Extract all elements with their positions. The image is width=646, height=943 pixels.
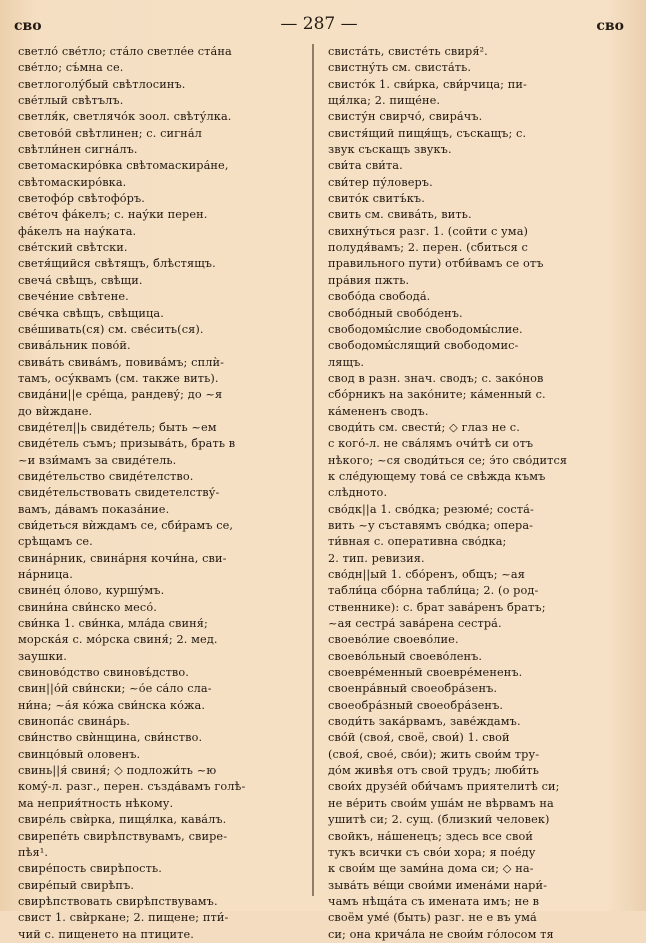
dictionary-entry-line: своди́ть зака́рвамъ, заве́ждамъ. [328,715,521,729]
dictionary-entry-line: свиде́тел||ь свиде́тель; быть ~ем [18,420,217,434]
dictionary-entry-line: своенра́вный своеобра́зенъ. [328,682,498,696]
dictionary-entry-line: свободомы́слящий свободомис- [328,339,519,353]
dictionary-entry-line: кому́-л. разг., перен. създа́вамъ голѣ- [18,780,246,794]
dictionary-entry-line: светомаскиро́вка свѣтомаскира́не, [18,159,229,173]
dictionary-entry-line: сво́й (своя́, своё, свои́) 1. свой [328,731,510,745]
dictionary-entry-line: не ве́рить свои́м уша́м не вѣрвамъ на [328,796,554,810]
dictionary-entry-line: свисто́к 1. сви́рка, сви́рчица; пи- [328,77,527,91]
dictionary-entry-line: сви́нство свѝнщина, сви́нство. [18,731,203,745]
dictionary-entry-line: свиде́тельство свиде́телство. [18,469,194,483]
dictionary-entry-line: до вѝждане. [18,404,93,418]
dictionary-entry-line: све́чка свѣщъ, свѣщица. [18,306,164,320]
right-column [328,44,630,943]
dictionary-entry-line: све́тский свѣтски. [18,241,128,255]
dictionary-entry-line: ~ая сестра́ зава́рена сестра́. [328,617,502,631]
dictionary-entry-line: свини́на сви́нско месо́. [18,600,157,614]
dictionary-entry-line: си; она крича́ла не свои́м го́лосом тя [328,927,554,941]
dictionary-entry-line: свирѣпствовать свирѣпствувамъ. [18,894,218,908]
dictionary-entry-line: свина́рник, свина́рня кочи́на, сви- [18,551,227,565]
column-divider [312,44,314,896]
dictionary-entry-line: светофо́р свѣтофо́ръ. [18,192,145,206]
dictionary-entry-line: своём уме́ (быть) разг. не е въ ума́ [328,911,537,925]
dictionary-entry-line: своевре́менный своевре́мененъ. [328,666,523,680]
dictionary-entry-line: све́тлый свѣтълъ. [18,94,124,108]
dictionary-entry-line: зыва́ть ве́щи свои́ми имена́ми нари́- [328,878,548,892]
dictionary-entry-line: свито́к свитъ́къ. [328,192,425,206]
dictionary-entry-line: све́точ фа́келъ; с. нау́ки перен. [18,208,208,222]
dictionary-entry-line: на́рница. [18,568,73,581]
dictionary-entry-line: свить см. свива́ть, вить. [328,208,472,222]
dictionary-entry-line: светлоголу́бый свѣтлосинъ. [18,77,186,91]
dictionary-entry-line: лящъ. [328,355,365,369]
dictionary-entry-line: полудя́вамъ; 2. перен. (сбиться с [328,241,528,255]
dictionary-entry-line: свистну́ть см. свиста́ть. [328,61,472,75]
dictionary-entry-line: чий с. пищенето на птиците. [18,927,194,941]
dictionary-entry-line: свиста́ть, свисте́ть свиря́². [328,45,488,58]
dictionary-entry-line: сбо́рникъ на зако́ните; ка́менный с. [328,388,546,402]
dictionary-entry-line: своди́ть см. свести́; ◇ глаз не с. [328,420,520,434]
dictionary-entry-line: звук съскащъ звукъ. [328,143,452,157]
dictionary-entry-line: сви́тер пу́ловеръ. [328,175,433,189]
dictionary-entry-line: свирепе́ть свирѣпствувамъ, свире- [18,829,228,843]
dictionary-entry-line: своево́льный своево́ленъ. [328,649,483,663]
dictionary-entry-line: чамъ нѣща́та съ имената имъ; не в [328,894,540,908]
dictionary-entry-line: свисту́н свирчо́, свира́чъ. [328,110,483,124]
dictionary-entry-line: свод в разн. знач. сводъ; с. зако́нов [328,371,544,385]
dictionary-entry-line: табли́ца сбо́рна табли́ца; 2. (о род- [328,584,539,598]
dictionary-entry-line: светя́щийся свѣтящъ, блѣстящъ. [18,257,216,271]
dictionary-entry-line: свире́пость свирѣпость. [18,862,162,876]
dictionary-entry-line: свиде́тельствовать свидетелству́- [18,486,220,500]
dictionary-entry-line: свива́льник пово́й. [18,339,131,353]
dictionary-entry-line: вамъ, да́вамъ показа́ние. [18,502,170,516]
left-column [18,44,304,943]
dictionary-entry-line: пѣя¹. [18,845,49,859]
dictionary-entry-line: с кого́-л. не сва́лямъ очи́тѣ си отъ [328,437,534,451]
dictionary-entry-line: сво́дк||а 1. сво́дка; резюме́; соста́- [328,502,534,516]
dictionary-entry-line: сви́нка 1. сви́нка, мла́да свиня́; [18,617,208,631]
dictionary-entry-line: светля́к, светлячо́к зоол. свѣту́лка. [18,110,232,124]
dictionary-entry-line: свистя́щий пищя́щъ, съскащъ; с. [328,126,527,140]
dictionary-entry-line: свинопа́с свина́рь. [18,715,130,729]
dictionary-entry-line: свои́х друзе́й оби́чамъ приятелитѣ си; [328,780,560,794]
page-number: — 287 — [280,14,358,34]
dictionary-entry-line: пра́вия пжть. [328,273,410,287]
dictionary-entry-line: заушки. [18,649,67,663]
dictionary-entry-line: до́м живѣя отъ свой трудъ; люби́ть [328,764,539,778]
dictionary-entry-line: свече́ние свѣтене. [18,290,129,304]
header-right-guideword: сво [596,18,624,34]
dictionary-entry-line: слѣдното. [328,486,388,500]
dictionary-entry-line: свеча́ свѣщъ, свѣщи. [18,273,143,287]
dictionary-entry-line: тукъ всички съ сво́и хора; я пое́ду [328,845,536,859]
dictionary-entry-line: фа́келъ на нау́ката. [18,224,137,238]
dictionary-entry-line: к свои́м ще зами́на дома си; ◇ на- [328,862,534,876]
dictionary-entry-line: нѣкого; ~ся своди́ться се; э́то сво́дится [328,453,568,467]
header-left-guideword: сво [14,18,42,34]
dictionary-entry-line: своево́лие своево́лие. [328,633,459,647]
dictionary-entry-line: свиново́дство свиновъ́дство. [18,666,189,680]
dictionary-entry-line: ни́на; ~а́я ко́жа сви́нска ко́жа. [18,698,206,712]
dictionary-entry-line: сво́дн||ый 1. сбо́ренъ, общъ; ~ая [328,568,525,581]
dictionary-entry-line: светово́й свѣтлинен; с. сигна́л [18,126,202,140]
dictionary-entry-line: щя́лка; 2. пище́не. [328,94,441,108]
dictionary-entry-line: ственнике): с. брат зава́ренъ братъ; [328,600,546,614]
dictionary-entry-line: своеобра́зный своеобра́зенъ. [328,698,504,712]
dictionary-entry-line: ка́мененъ сводъ. [328,404,429,418]
dictionary-entry-line: свист 1. свѝркане; 2. пищене; пти́- [18,911,229,925]
dictionary-entry-line: свиде́тель съмъ; призыва́ть, брать в [18,437,236,451]
dictionary-entry-line: сви́та сви́та. [328,159,403,173]
dictionary-entry-line: свинь||я́ свиня́; ◇ подложи́ть ~ю [18,764,217,778]
dictionary-entry-line: ушитѣ си; 2. сущ. (близкий человек) [328,813,550,827]
dictionary-entry-line: свинцо́вый оловенъ. [18,747,141,761]
dictionary-entry-line: свобо́дный свобо́денъ. [328,306,463,320]
dictionary-entry-line: (своя́, свое́, сво́и); жить свои́м тру- [328,747,540,761]
dictionary-entry-line: свободомы́слие свободомы́слие. [328,322,523,336]
dictionary-entry-line: свива́ть свива́мъ, повива́мъ; сплѝ- [18,355,225,369]
dictionary-entry-line: вить ~у съставямъ сво́дка; опера- [328,518,534,532]
dictionary-entry-line: ти́вная с. оперативна сво́дка; [328,535,507,549]
dictionary-entry-line: сви́деться вѝждамъ се, сби́рамъ се, [18,518,234,532]
dictionary-entry-line: свобо́да свобода́. [328,290,431,304]
dictionary-entry-line: свире́пый свирѣпъ. [18,878,135,892]
dictionary-entry-line: све́шивать(ся) см. све́сить(ся). [18,322,204,336]
dictionary-entry-line: свин||о́й сви́нски; ~о́е са́ло сла- [18,682,212,696]
dictionary-entry-line: морска́я с. мо́рска свиня́; 2. мед. [18,633,218,647]
dictionary-entry-line: ма неприя́тность нѣкому. [18,796,174,810]
dictionary-entry-line: све́тло; съ́мна се. [18,61,124,75]
dictionary-entry-line: свине́ц о́лово, куршу́мъ. [18,584,165,598]
dictionary-entry-line: 2. тип. ревизия. [328,551,425,565]
dictionary-entry-line: свойкъ, на́шенецъ; здесь все свои́ [328,829,534,843]
dictionary-entry-line: свире́ль свѝрка, пищя́лка, кава́лъ. [18,813,227,827]
dictionary-entry-line: свѣтомаскиро́вка. [18,175,127,189]
dictionary-entry-line: срѣщамъ се. [18,535,93,549]
dictionary-entry-line: ~и взи́мамъ за свиде́тель. [18,453,177,467]
dictionary-entry-line: свихну́ться разг. 1. (сойти с ума) [328,224,529,238]
dictionary-entry-line: светло́ све́тло; ста́ло светле́е ста́на [18,45,232,58]
dictionary-entry-line: тамъ, осу́квамъ (см. также вить). [18,371,219,385]
dictionary-entry-line: свида́ни||е сре́ща, рандеву́; до ~я [18,388,223,402]
dictionary-entry-line: правильного пути) отби́вамъ се отъ [328,257,544,271]
dictionary-entry-line: свѣтли́нен сигна́лъ. [18,143,138,157]
page-header [14,14,624,36]
dictionary-entry-line: к сле́дующему това́ се свѣжда къмъ [328,469,546,483]
